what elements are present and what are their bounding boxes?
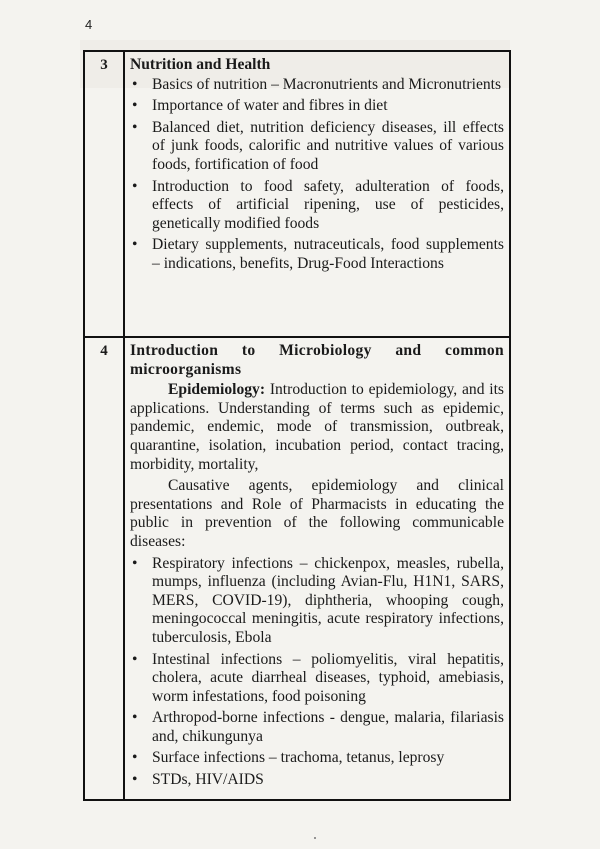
list-item [130, 119, 504, 175]
paragraph-text: Introduction to epidemiology, and its applications. Understanding of terms such as epidemic, pandemic, endemic, mode of transmission, outbreak, quarantine, isolation, incubation period, contact tracing, morbidity, mortality, [130, 381, 504, 473]
syllabus-table [83, 50, 511, 801]
bullet-icon: • [132, 75, 138, 93]
unit-content [124, 337, 510, 800]
paragraph [130, 381, 504, 474]
paragraph-lead: Epidemiology: [168, 381, 266, 399]
page-number: 4 [85, 17, 93, 32]
list-item [130, 709, 504, 746]
bullet-icon: • [132, 771, 138, 789]
paragraph: Causative agents, epidemiology and clinical presentations and Role of Pharmacists in educating the public in prevention of the following communicable diseases: [130, 477, 504, 550]
list-item-text: Importance of water and fibres in diet [152, 97, 388, 115]
list-item-text: Balanced diet, nutrition deficiency diseases, ill effects of junk foods, calorific and nutritive values of various foods, fortification of food [152, 118, 504, 173]
list-item [130, 771, 504, 790]
list-item-text: Respiratory infections – chickenpox, measles, rubella, mumps, influenza (including Avian-Flu, H1N1, SARS, MERS, COVID-19), diphtheria, whooping cough, meningococcal meningitis, acute respiratory infections, tuberculosis, Ebola [152, 554, 504, 646]
list-item [130, 97, 504, 116]
list-item-text: Introduction to food safety, adulteration of foods, effects of artificial ripening, use of pesticides, genetically modified foods [152, 177, 504, 232]
list-item-text: Intestinal infections – poliomyelitis, viral hepatitis, cholera, acute diarrheal diseases, typhoid, amebiasis, worm infestations, food poisoning [152, 650, 504, 705]
bullet-icon: • [132, 709, 138, 727]
list-item-text: Arthropod-borne infections - dengue, malaria, filariasis and, chikungunya [152, 709, 504, 745]
unit-title: Nutrition and Health [130, 56, 271, 73]
disease-list [130, 555, 504, 790]
unit-number: 4 [84, 337, 124, 800]
table-row [84, 337, 510, 800]
list-item [130, 76, 504, 95]
list-item-text: Basics of nutrition – Macronutrients and Micronutrients [152, 75, 502, 93]
list-item [130, 236, 504, 273]
list-item-text: Dietary supplements, nutraceuticals, food supplements – indications, benefits, Drug-Food Interactions [152, 236, 504, 272]
bullet-icon: • [132, 650, 138, 668]
list-item-text: STDs, HIV/AIDS [152, 771, 264, 789]
unit-number: 3 [84, 51, 124, 337]
scan-speck [314, 837, 316, 839]
list-item-text: Surface infections – trachoma, tetanus, leprosy [152, 749, 445, 767]
unit-content [124, 51, 510, 337]
unit-title: Introduction to Microbiology and common microorganisms [130, 342, 504, 378]
list-item [130, 651, 504, 707]
list-item [130, 749, 504, 768]
list-item [130, 555, 504, 648]
bullet-icon: • [132, 554, 138, 572]
table-row [84, 51, 510, 337]
topic-list [130, 76, 504, 274]
bullet-icon: • [132, 97, 138, 115]
list-item [130, 178, 504, 234]
bullet-icon: • [132, 236, 138, 254]
bullet-icon: • [132, 177, 138, 195]
bullet-icon: • [132, 118, 138, 136]
bullet-icon: • [132, 749, 138, 767]
